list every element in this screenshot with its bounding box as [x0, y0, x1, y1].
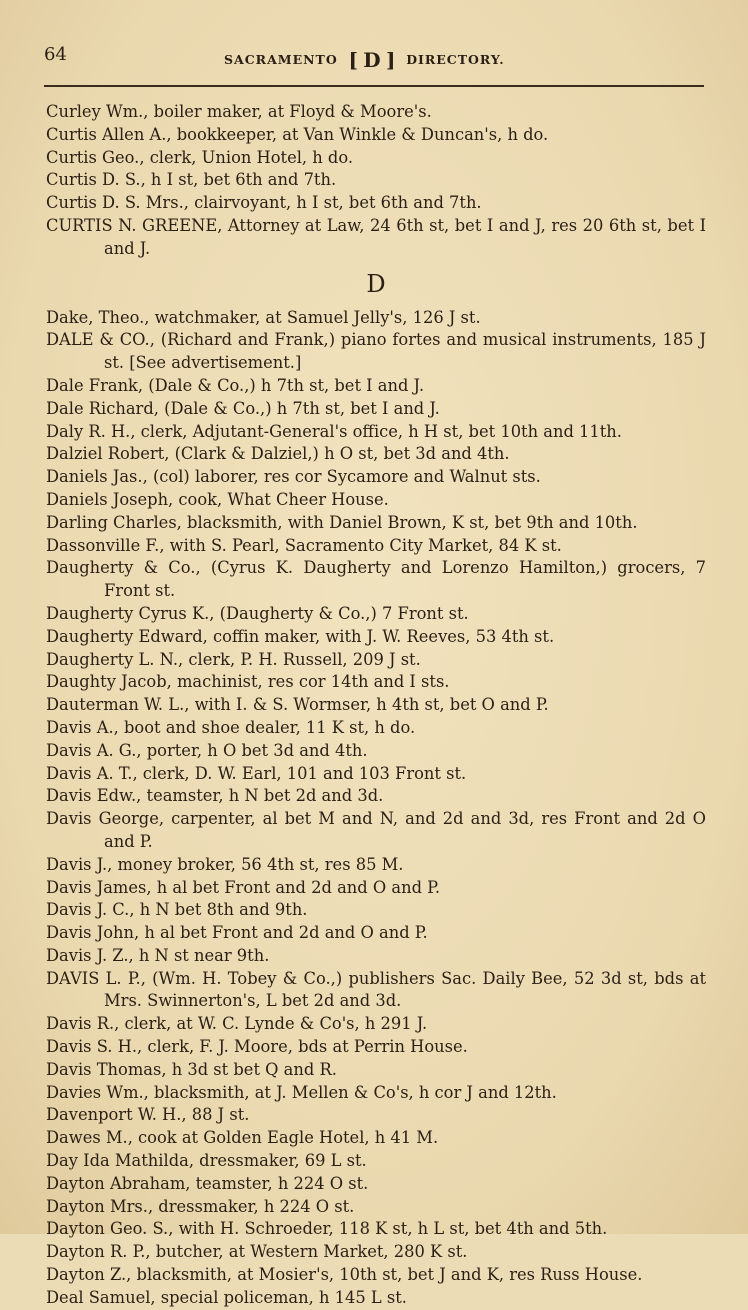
directory-entry: Davis A., boot and shoe dealer, 11 K st, h do. — [46, 717, 416, 737]
directory-entry: Curtis Allen A., bookkeeper, at Van Winkle & Duncan's, h do. — [46, 124, 549, 144]
directory-entry: DAVIS L. P., (Wm. H. Tobey & Co.,) publishers Sac. Daily Bee, 52 3d st, bds at Mrs. Swinnerton's, L bet 2d and 3d. — [46, 968, 706, 1011]
directory-entry: Dayton Z., blacksmith, at Mosier's, 10th st, bet J and K, res Russ House. — [46, 1265, 643, 1285]
directory-entry: Dale Richard, (Dale & Co.,) h 7th st, bet I and J. — [46, 398, 440, 418]
directory-entry: Curley Wm., boiler maker, at Floyd & Moore's. — [46, 102, 432, 121]
directory-entry: Davis James, h al bet Front and 2d and O and P. — [46, 877, 440, 897]
entries-before-section — [46, 101, 706, 261]
directory-entry: Dale Frank, (Dale & Co.,) h 7th st, bet I and J. — [46, 375, 424, 395]
directory-entry: Curtis Geo., clerk, Union Hotel, h do. — [46, 147, 354, 167]
directory-entry: Davis A. T., clerk, D. W. Earl, 101 and 103 Front st. — [46, 763, 467, 783]
directory-entry: Davis Thomas, h 3d st bet Q and R. — [46, 1059, 337, 1079]
directory-entry: Dayton Geo. S., with H. Schroeder, 118 K st, h L st, bet 4th and 5th. — [46, 1219, 608, 1239]
directory-entry: CURTIS N. GREENE, Attorney at Law, 24 6th st, bet I and J, res 20 6th st, bet I and J. — [46, 215, 706, 258]
directory-entry: Davis John, h al bet Front and 2d and O and P. — [46, 923, 428, 943]
directory-entry: Curtis D. S. Mrs., clairvoyant, h I st, bet 6th and 7th. — [46, 193, 482, 213]
directory-entry: Davis J., money broker, 56 4th st, res 85 M. — [46, 854, 404, 874]
directory-entry: Davis R., clerk, at W. C. Lynde & Co's, h 291 J. — [46, 1014, 428, 1034]
directory-entry: Dassonville F., with S. Pearl, Sacramento City Market, 84 K st. — [46, 535, 562, 555]
running-title-left: SACRAMENTO — [224, 52, 338, 67]
directory-entry: Dayton R. P., butcher, at Western Market, 280 K st. — [46, 1242, 468, 1262]
entries-section-d — [46, 307, 706, 1310]
directory-entry: Davies Wm., blacksmith, at J. Mellen & Co's, h cor J and 12th. — [46, 1082, 557, 1102]
directory-entry: Dauterman W. L., with I. & S. Wormser, h 4th st, bet O and P. — [46, 695, 549, 715]
directory-entry: Davis George, carpenter, al bet M and N, and 2d and 3d, res Front and 2d O and P. — [46, 809, 706, 851]
section-letter-heading: D — [366, 269, 386, 298]
directory-entry: Daugherty Cyrus K., (Daugherty & Co.,) 7 Front st. — [46, 603, 469, 623]
running-title — [224, 48, 505, 72]
running-title-right: DIRECTORY. — [406, 52, 505, 67]
directory-entry: DALE & CO., (Richard and Frank,) piano fortes and musical instruments, 185 J st. [See advertisement.] — [46, 330, 706, 373]
directory-entry: Deal Samuel, special policeman, h 145 L st. — [46, 1287, 407, 1307]
directory-entry: Daniels Joseph, cook, What Cheer House. — [46, 489, 389, 509]
directory-entry: Dake, Theo., watchmaker, at Samuel Jelly's, 126 J st. — [46, 307, 481, 327]
directory-entry: Davis Edw., teamster, h N bet 2d and 3d. — [46, 786, 384, 806]
page-number: 64 — [44, 44, 67, 65]
bracket-close: ] — [386, 48, 396, 72]
directory-entry: Davenport W. H., 88 J st. — [46, 1105, 250, 1125]
directory-entry: Daly R. H., clerk, Adjutant-General's office, h H st, bet 10th and 11th. — [46, 421, 622, 441]
directory-entry: Daniels Jas., (col) laborer, res cor Sycamore and Walnut sts. — [46, 467, 541, 487]
directory-entry: Dayton Mrs., dressmaker, h 224 O st. — [46, 1196, 355, 1216]
directory-entry: Daughty Jacob, machinist, res cor 14th and I sts. — [46, 672, 450, 692]
directory-entry: Dayton Abraham, teamster, h 224 O st. — [46, 1173, 369, 1193]
running-title-letter: D — [363, 48, 381, 72]
directory-entry: Daugherty L. N., clerk, P. H. Russell, 209 J st. — [46, 649, 421, 669]
directory-entry: Dawes M., cook at Golden Eagle Hotel, h 41 M. — [46, 1128, 439, 1148]
bracket-open: [ — [348, 48, 358, 72]
directory-entry: Day Ida Mathilda, dressmaker, 69 L st. — [46, 1151, 367, 1171]
directory-entry: Curtis D. S., h I st, bet 6th and 7th. — [46, 170, 337, 190]
directory-entries — [46, 101, 706, 1310]
directory-entry: Darling Charles, blacksmith, with Daniel Brown, K st, bet 9th and 10th. — [46, 512, 638, 532]
directory-entry: Daugherty & Co., (Cyrus K. Daugherty and Lorenzo Hamilton,) grocers, 7 Front st. — [46, 558, 706, 601]
directory-entry: Davis A. G., porter, h O bet 3d and 4th. — [46, 740, 368, 760]
page-header — [44, 44, 700, 72]
directory-entry: Dalziel Robert, (Clark & Dalziel,) h O st, bet 3d and 4th. — [46, 444, 510, 464]
header-rule — [44, 85, 704, 87]
directory-entry: Daugherty Edward, coffin maker, with J. W. Reeves, 53 4th st. — [46, 626, 555, 646]
directory-entry: Davis S. H., clerk, F. J. Moore, bds at Perrin House. — [46, 1037, 468, 1057]
directory-entry: Davis J. Z., h N st near 9th. — [46, 945, 270, 965]
directory-entry: Davis J. C., h N bet 8th and 9th. — [46, 900, 308, 920]
